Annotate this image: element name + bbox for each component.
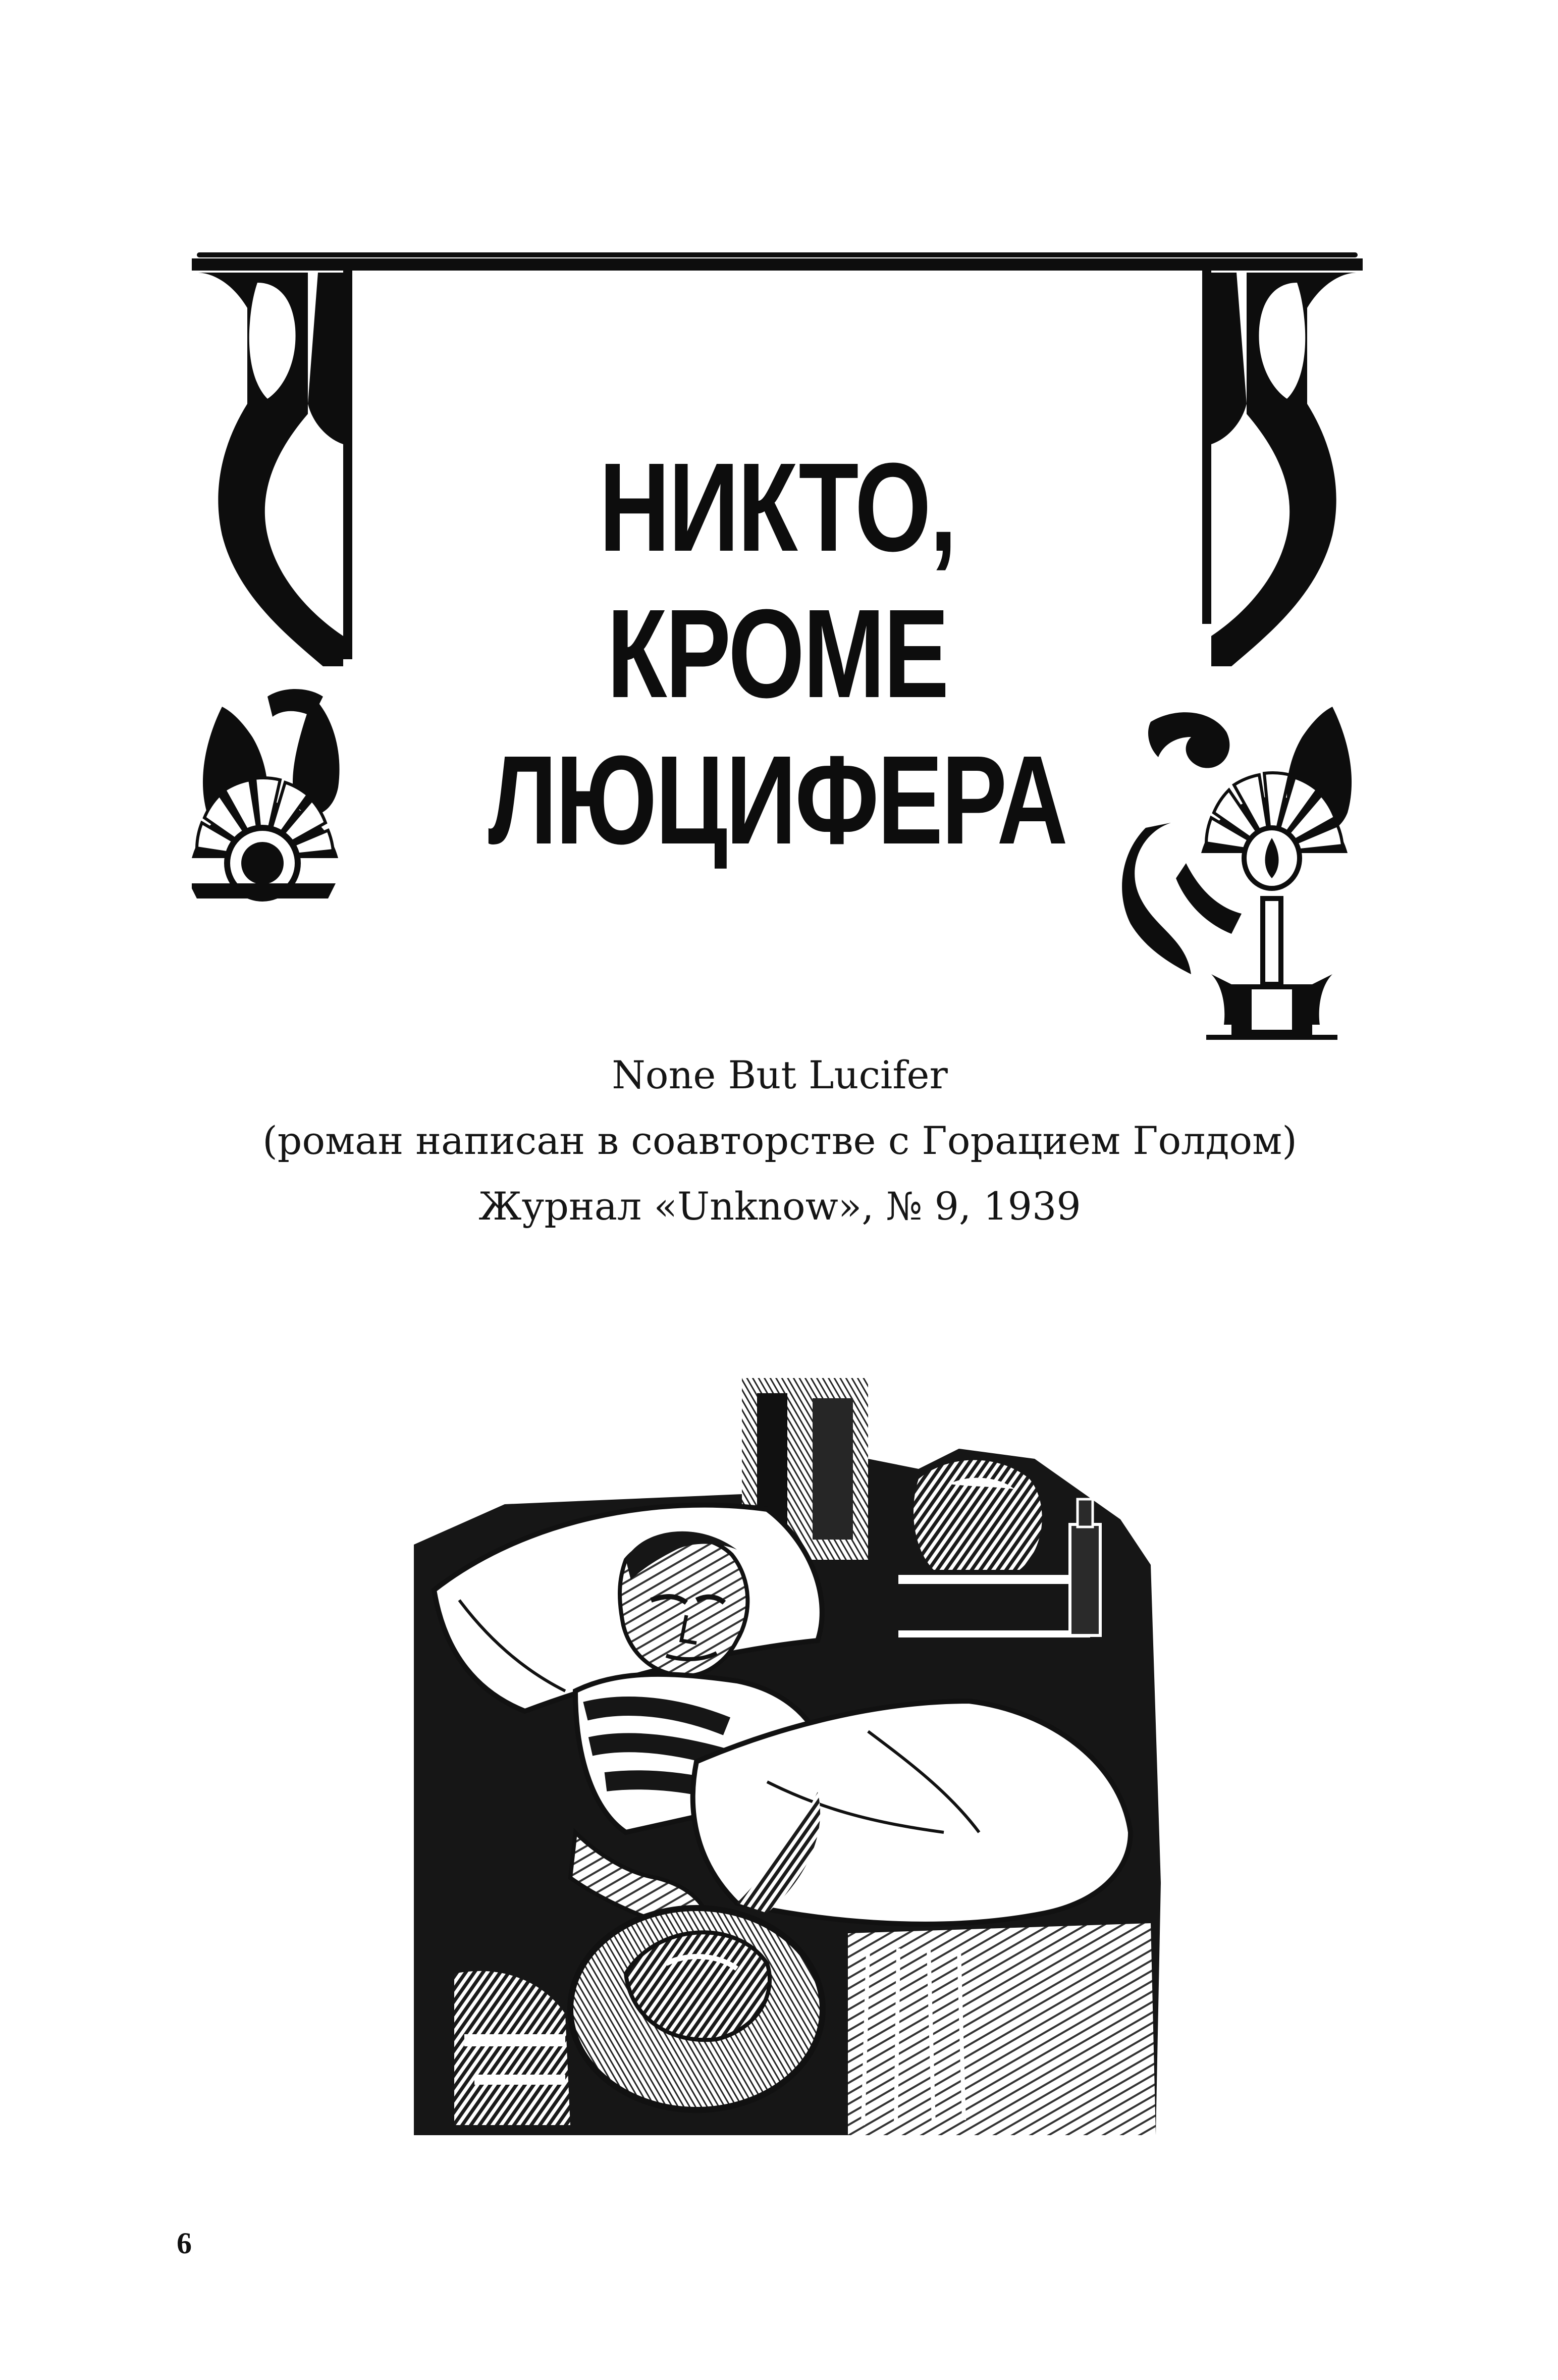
coauthor-note: (роман написан в соавторстве с Горацием Голдом) <box>262 1118 1297 1163</box>
candle-lamp-icon <box>1122 773 1348 1040</box>
page-number: 6 <box>177 2227 192 2260</box>
left-ornament <box>197 273 343 834</box>
original-title: None But Lucifer <box>612 1052 948 1097</box>
sick-man-in-bed-illustration <box>414 1378 1171 2150</box>
title-line-2: ЛЮЦИФЕРА <box>488 729 1066 870</box>
title-line-1: НИКТО, КРОМЕ <box>599 437 956 724</box>
source-magazine: Журнал «Unknow», № 9, 1939 <box>478 1184 1081 1229</box>
publication-info <box>252 1042 1307 1239</box>
right-ornament <box>1148 273 1358 834</box>
page-title <box>443 434 1112 873</box>
